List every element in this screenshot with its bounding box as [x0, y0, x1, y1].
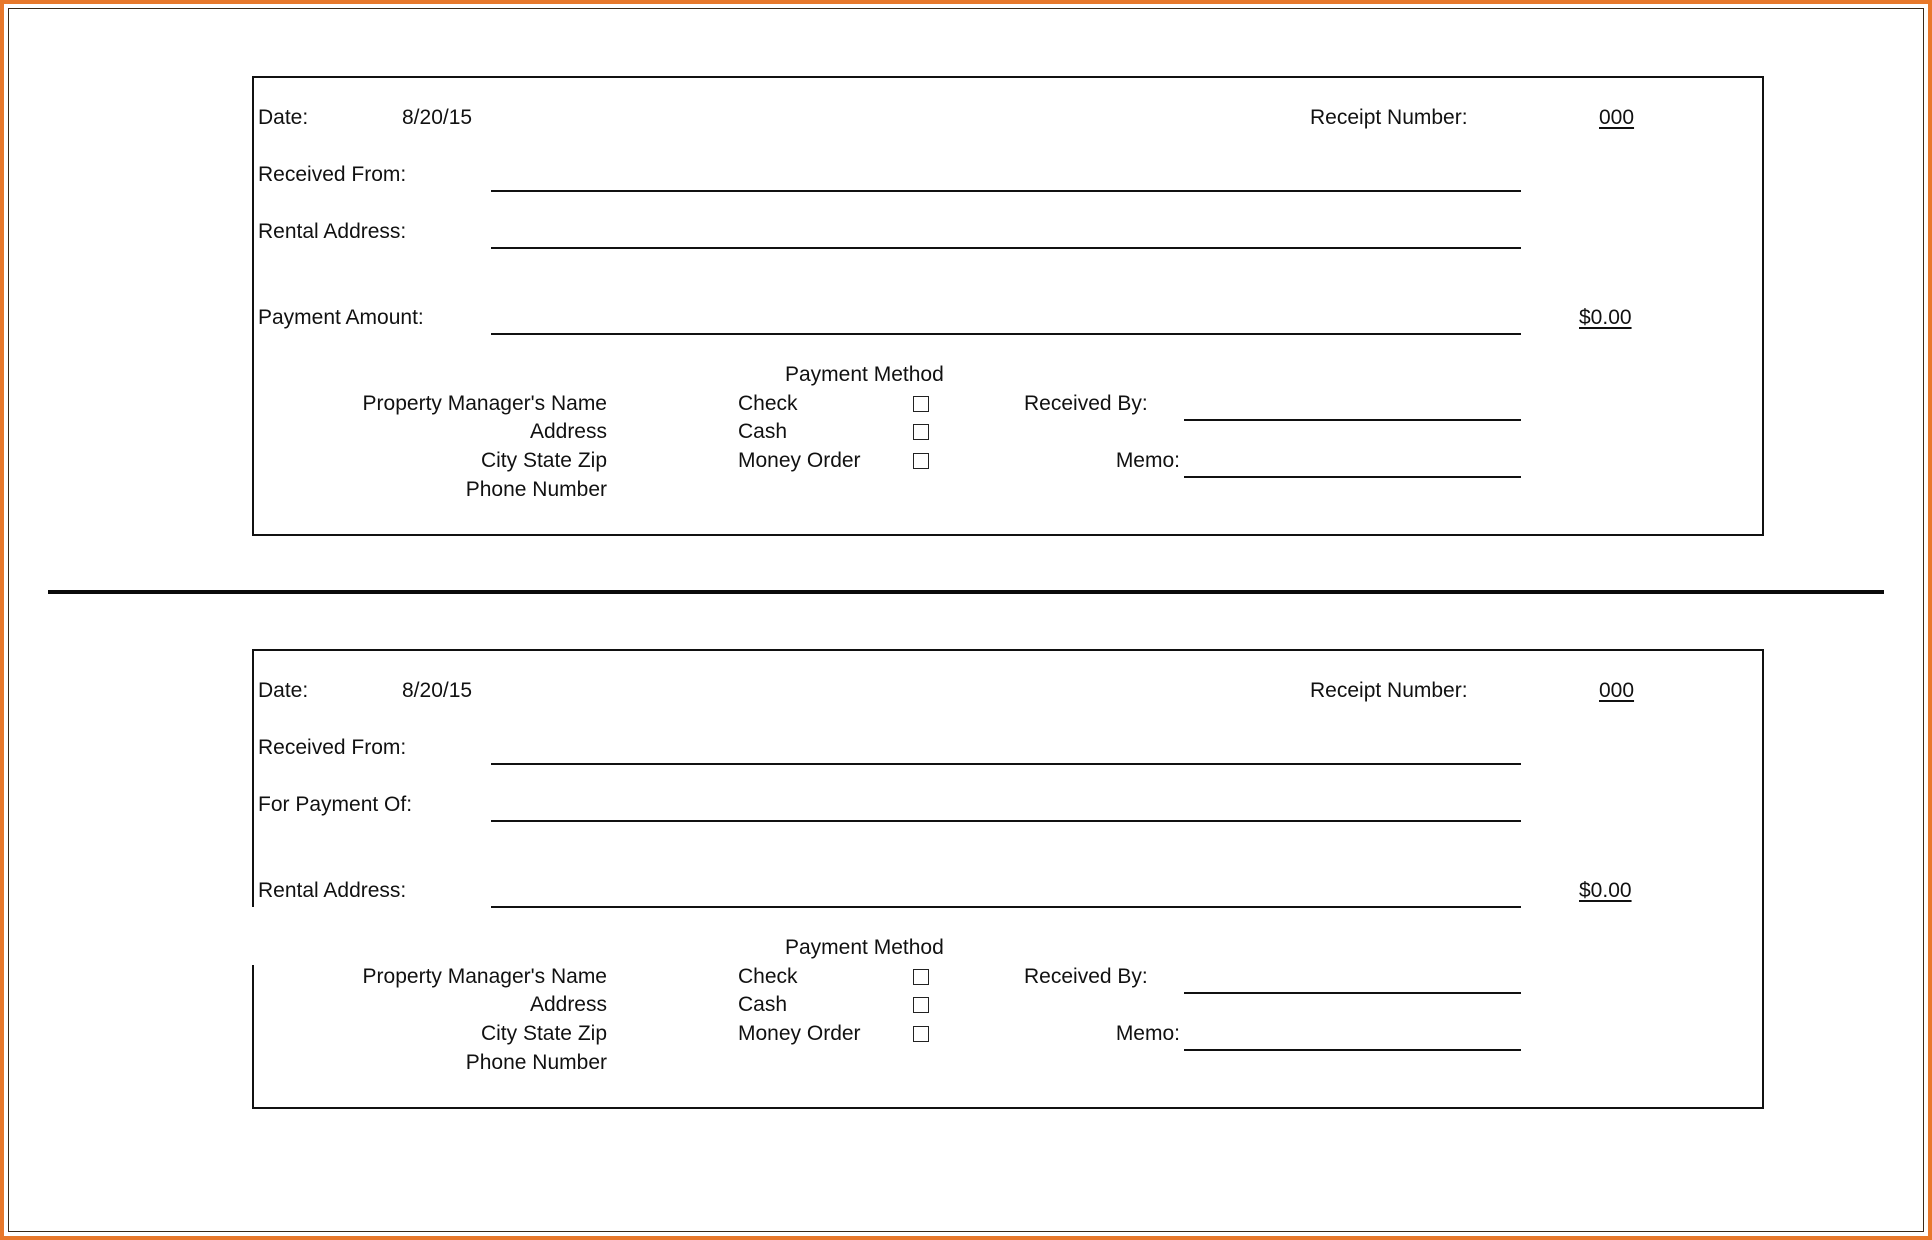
method-check-label: Check [738, 392, 798, 415]
box-border-bottom [252, 534, 1764, 536]
receipt-number-value[interactable]: 000 [1599, 106, 1635, 129]
manager-address: Address [529, 993, 607, 1016]
memo-label: Memo: [1115, 449, 1180, 472]
manager-city-state-zip: City State Zip [480, 449, 607, 472]
receipt-number-value[interactable]: 000 [1599, 679, 1635, 702]
amount-value[interactable]: $0.00 [1579, 306, 1632, 329]
payment-method-title: Payment Method [785, 363, 944, 386]
receipt-top [0, 76, 1932, 546]
manager-phone: Phone Number [465, 478, 607, 501]
box-border-left [252, 76, 254, 536]
date-value[interactable]: 8/20/15 [402, 106, 473, 129]
receipt-number-label: Receipt Number: [1310, 679, 1468, 702]
method-money-order-checkbox[interactable] [913, 1026, 929, 1042]
box-border-right [1762, 649, 1764, 1109]
received-by-label: Received By: [1024, 965, 1148, 988]
date-label: Date: [258, 106, 309, 129]
payment-amount-label: Payment Amount: [258, 306, 424, 329]
received-from-label: Received From: [258, 736, 407, 759]
method-cash-checkbox[interactable] [913, 424, 929, 440]
received-by-label: Received By: [1024, 392, 1148, 415]
box-border-left-lower [252, 965, 254, 1109]
method-money-order-label: Money Order [738, 449, 861, 472]
method-check-checkbox[interactable] [913, 396, 929, 412]
received-by-line[interactable] [1184, 992, 1521, 994]
for-payment-of-line[interactable] [491, 820, 1521, 822]
method-money-order-checkbox[interactable] [913, 453, 929, 469]
payment-amount-line[interactable] [491, 333, 1521, 335]
amount-value[interactable]: $0.00 [1579, 879, 1632, 902]
receipt-number-label: Receipt Number: [1310, 106, 1468, 129]
received-by-line[interactable] [1184, 419, 1521, 421]
method-check-checkbox[interactable] [913, 969, 929, 985]
rental-address-line[interactable] [491, 247, 1521, 249]
manager-name: Property Manager's Name [362, 392, 607, 415]
payment-method-title: Payment Method [785, 936, 944, 959]
method-cash-label: Cash [738, 420, 788, 443]
memo-line[interactable] [1184, 476, 1521, 478]
manager-address: Address [529, 420, 607, 443]
box-border-right [1762, 76, 1764, 536]
box-border-left-upper [252, 649, 254, 907]
rental-address-line[interactable] [491, 906, 1521, 908]
method-cash-checkbox[interactable] [913, 997, 929, 1013]
box-border-top [252, 649, 1764, 651]
received-from-line[interactable] [491, 763, 1521, 765]
manager-name: Property Manager's Name [362, 965, 607, 988]
rental-address-label: Rental Address: [258, 879, 407, 902]
method-cash-label: Cash [738, 993, 788, 1016]
method-check-label: Check [738, 965, 798, 988]
rental-address-label: Rental Address: [258, 220, 407, 243]
manager-phone: Phone Number [465, 1051, 607, 1074]
manager-city-state-zip: City State Zip [480, 1022, 607, 1045]
date-label: Date: [258, 679, 309, 702]
memo-line[interactable] [1184, 1049, 1521, 1051]
for-payment-of-label: For Payment Of: [258, 793, 413, 816]
box-border-top [252, 76, 1764, 78]
method-money-order-label: Money Order [738, 1022, 861, 1045]
received-from-line[interactable] [491, 190, 1521, 192]
receipt-bottom [0, 649, 1932, 1119]
cut-line-divider [48, 590, 1884, 594]
memo-label: Memo: [1115, 1022, 1180, 1045]
box-border-bottom [252, 1107, 1764, 1109]
date-value[interactable]: 8/20/15 [402, 679, 473, 702]
received-from-label: Received From: [258, 163, 407, 186]
